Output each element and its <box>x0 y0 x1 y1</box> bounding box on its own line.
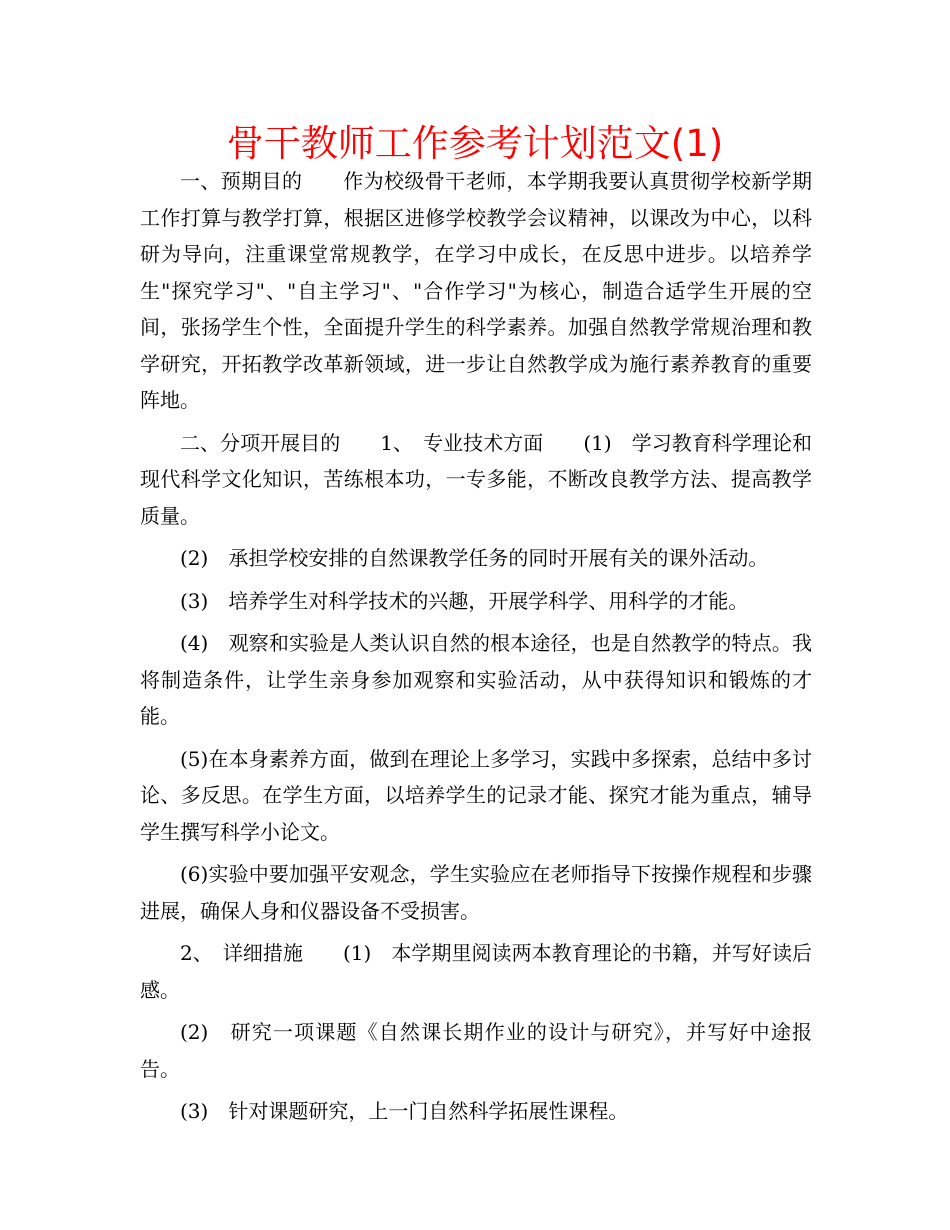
document-title: 骨干教师工作参考计划范文(1) <box>226 122 724 165</box>
paragraph-expected-goals: 一、预期目的 作为校级骨干老师，本学期我要认真贯彻学校新学期工作打算与教学打算，根据区进修学校教学会议精神，以课改为中心，以科研为导向，注重课堂常规教学，在学习中成长，在反思中进步。以培养学生"探究学习"、"自主学习"、"合作学习"为核心，制造合适学生开展的空间，张扬学生个性，全面提升学生的科学素养。加强自然教学常规治理和教学研究，开拓教学改革新领域，进一步让自然教学成为施行素养教育的重要阵地。 <box>140 169 812 412</box>
paragraph-item-4: (4) 观察和实验是人类认识自然的根本途径，也是自然教学的特点。我将制造条件，让学生亲身参加观察和实验活动，从中获得知识和锻炼的才能。 <box>140 631 812 728</box>
paragraph-item-5: (5)在本身素养方面，做到在理论上多学习，实践中多探索，总结中多讨论、多反思。在学生方面，以培养学生的记录才能、探究才能为重点，辅导学生撰写科学小论文。 <box>140 746 812 844</box>
paragraph-item-2: (2) 承担学校安排的自然课教学任务的同时开展有关的课外活动。 <box>180 546 769 570</box>
paragraph-itemized-goals: 二、分项开展目的 1、 专业技术方面 (1) 学习教育科学理论和现代科学文化知识，苦练根本功，一专多能，不断改良教学方法、提高教学质量。 <box>140 430 812 528</box>
paragraph-item-3: (3) 培养学生对科学技术的兴趣，开展学科学、用科学的才能。 <box>180 588 749 613</box>
document-body <box>140 163 812 1136</box>
paragraph-item-6: (6)实验中要加强平安观念，学生实验应在老师指导下按操作规程和步骤进展，确保人身和仪器设备不受损害。 <box>140 862 812 923</box>
paragraph-measure-2: (2) 研究一项课题《自然课长期作业的设计与研究》，并写好中途报告。 <box>140 1020 812 1081</box>
paragraph-measure-3: (3) 针对课题研究，上一门自然科学拓展性课程。 <box>180 1099 629 1123</box>
paragraph-measures: 2、 详细措施 (1) 本学期里阅读两本教育理论的书籍，并写好读后感。 <box>140 941 812 1002</box>
